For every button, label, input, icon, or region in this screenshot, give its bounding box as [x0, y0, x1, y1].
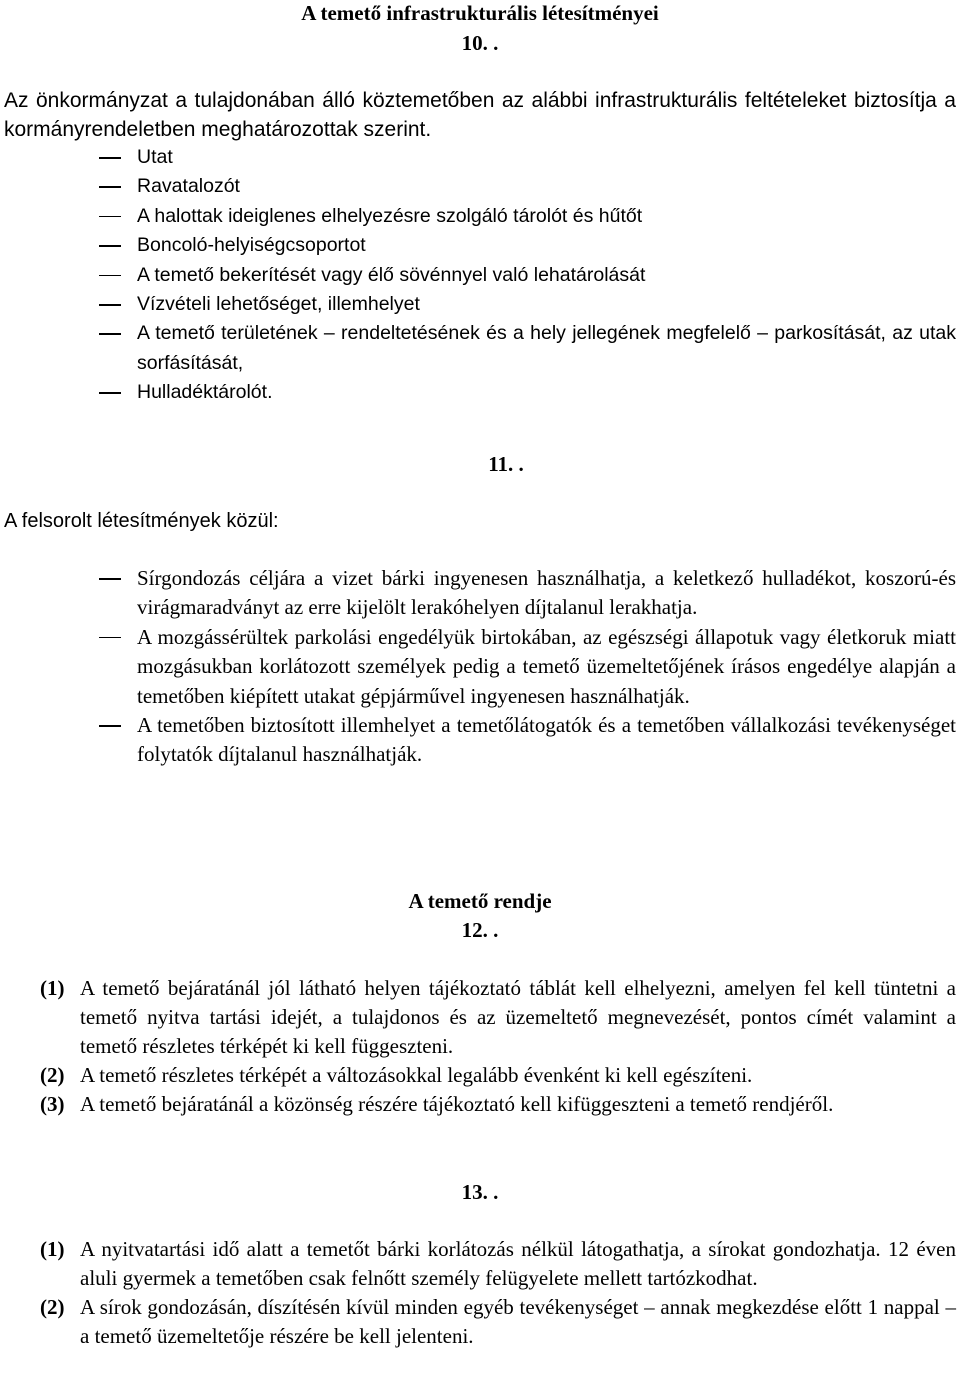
list-item: Sírgondozás céljára a vizet bárki ingyenesen használhatja, a keletkező hulladékot, koszorú-és virágmaradványt az erre kijelölt lerakóhelyen díjtalanul lerakhatja. — [0, 564, 956, 623]
dash-bullet — [99, 157, 121, 159]
section-11-number: 11. . — [488, 452, 524, 476]
numbered-item: (2) A sírok gondozásán, díszítésén kívül minden egyéb tevékenységet – annak megkezdése előtt 1 nappal – a temető üzemeltetője részére be kell jelenteni. — [40, 1295, 956, 1348]
list-item: A temető bekerítését vagy élő sövénnyel való lehatárolását — [0, 261, 956, 290]
dash-bullet — [99, 216, 121, 218]
list-item: Ravatalozót — [0, 172, 956, 201]
list-item: Utat — [0, 143, 956, 172]
dash-bullet — [99, 392, 121, 394]
numbered-item: (1) A nyitvatartási idő alatt a temetőt bárki korlátozás nélkül látogathatja, a sírokat gondozhatja. 12 éven aluli gyermek a temetőben csak felnőtt személy felügyelete mellett tartózkodhat. — [40, 1237, 956, 1290]
section-13-list — [40, 1235, 956, 1351]
section-11-lead: A felsorolt létesítmények közül: — [4, 510, 279, 532]
dash-bullet — [99, 637, 121, 639]
numbered-item: (2) A temető részletes térképét a változásokkal legalább évenként ki kell egészíteni. — [40, 1063, 753, 1087]
infrastructure-intro: Az önkormányzat a tulajdonában álló köztemetőben az alábbi infrastrukturális feltételeket biztosítja a kormányrendeletben meghatározottak szerint. — [4, 89, 956, 142]
dash-bullet — [99, 186, 121, 188]
dash-bullet — [99, 304, 121, 306]
numbered-item: (3) A temető bejáratánál a közönség részére tájékoztató kell kifüggeszteni a temető rendjéről. — [40, 1092, 834, 1116]
cemetery-order-title: A temető rendje — [408, 889, 552, 913]
section-10-number: 10. . — [461, 31, 499, 55]
list-item: Hulladéktárolót. — [0, 378, 956, 407]
section-12-number: 12. . — [461, 918, 499, 942]
list-item: A halottak ideiglenes elhelyezésre szolgáló tárolót és hűtőt — [0, 202, 956, 231]
section-13-number: 13. . — [461, 1180, 499, 1204]
dash-bullet — [99, 333, 121, 335]
infrastructure-list — [0, 143, 960, 408]
section-11-list — [0, 564, 960, 770]
list-item: A mozgássérültek parkolási engedélyük birtokában, az egészségi állapotuk vagy életkoruk miatt mozgásukban korlátozott személyek pedig a temető üzemeltetőjének írásos engedélye alapján a temetőben kiépített utakat gépjárművel ingyenesen használhatják. — [0, 623, 956, 711]
dash-bullet — [99, 275, 121, 277]
dash-bullet — [99, 245, 121, 247]
numbered-item: (1) A temető bejáratánál jól látható helyen tájékoztató táblát kell elhelyezni, amelyen fel kell tüntetni a temető nyitva tartási idejét, a tulajdonos és az üzemeltető megnevezését, pontos címét valamint a temető részletes térképét ki kell függeszteni. — [40, 976, 956, 1058]
list-item: A temetőben biztosított illemhelyet a temetőlátogatók és a temetőben vállalkozási tevékenységet folytatók díjtalanul használhatják. — [0, 711, 956, 770]
list-item: Boncoló-helyiségcsoportot — [0, 231, 956, 260]
infrastructure-title: A temető infrastrukturális létesítményei — [301, 1, 659, 25]
section-12-list — [40, 974, 956, 1119]
list-item: Vízvételi lehetőséget, illemhelyet — [0, 290, 956, 319]
dash-bullet — [99, 578, 121, 580]
dash-bullet — [99, 725, 121, 727]
list-item: A temető területének – rendeltetésének és a hely jellegének megfelelő – parkosítását, az utak sorfásítását, — [0, 319, 956, 378]
